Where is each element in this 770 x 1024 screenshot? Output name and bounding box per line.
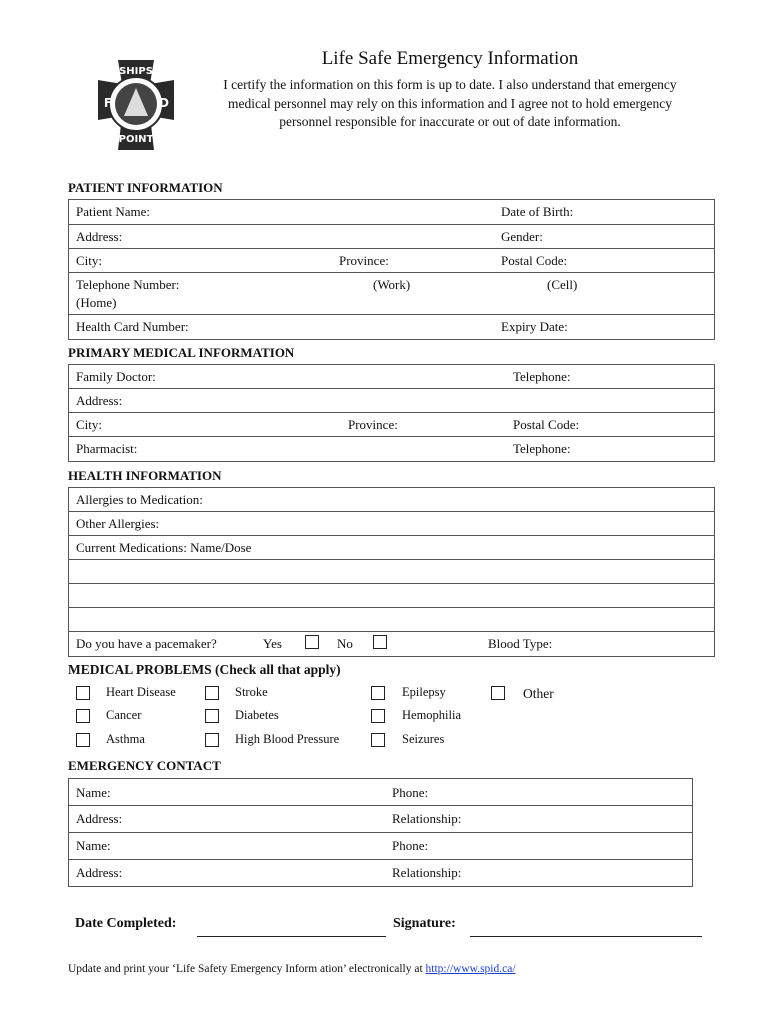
section-emergency-contact: EMERGENCY CONTACT (68, 758, 221, 773)
other-allergies-label: Other Allergies: (76, 516, 160, 531)
footer-text: Update and print your ‘Life Safety Emergency Inform ation’ electronically at (68, 963, 426, 975)
signature-label: Signature: (393, 916, 456, 931)
emergency-contact-table (68, 778, 693, 887)
health-row-current-meds[interactable] (69, 536, 714, 560)
contact1-name-label: Name: (76, 785, 111, 800)
label-epilepsy: Epilepsy (402, 685, 446, 699)
label-cancer: Cancer (106, 708, 142, 722)
medication-line[interactable] (69, 584, 714, 608)
checkbox-epilepsy[interactable] (371, 686, 385, 700)
footer-link[interactable]: http://www.spid.ca/ (425, 963, 516, 975)
work-label: (Work) (373, 277, 411, 292)
section-patient-information: PATIENT INFORMATION (68, 180, 223, 195)
label-seizures: Seizures (402, 732, 445, 746)
date-completed-line[interactable] (197, 936, 386, 937)
current-medications-label: Current Medications: Name/Dose (76, 540, 252, 555)
primary-medical-table (68, 364, 715, 462)
logo-text-point: POINT (118, 134, 154, 145)
contact2-name-label: Name: (76, 838, 111, 853)
pharmacist-label: Pharmacist: (76, 441, 138, 456)
patient-information-table (68, 199, 715, 340)
contact2-relationship-label: Relationship: (392, 865, 462, 880)
checkbox-seizures[interactable] (371, 733, 385, 747)
home-label: (Home) (76, 295, 117, 310)
contact2-phone-label: Phone: (392, 838, 429, 853)
expiry-date-label: Expiry Date: (501, 319, 568, 334)
label-heart-disease: Heart Disease (106, 685, 176, 699)
city-label: City: (76, 253, 103, 268)
medical-address-label: Address: (76, 393, 123, 408)
family-doctor-label: Family Doctor: (76, 369, 156, 384)
checkbox-hemophilia[interactable] (371, 709, 385, 723)
medication-line[interactable] (69, 560, 714, 584)
health-card-label: Health Card Number: (76, 319, 189, 334)
date-completed-label: Date Completed: (75, 916, 177, 931)
pacemaker-yes-label: Yes (263, 636, 282, 651)
dob-label: Date of Birth: (501, 204, 574, 219)
medical-province-label: Province: (348, 417, 398, 432)
section-health-information: HEALTH INFORMATION (68, 468, 222, 483)
health-row-pacemaker (69, 632, 714, 656)
checkbox-heart-disease[interactable] (76, 686, 90, 700)
address-label: Address: (76, 229, 123, 244)
contact1-address-label: Address: (76, 811, 123, 826)
emergency-row-name-2[interactable] (69, 833, 692, 860)
province-label: Province: (339, 253, 389, 268)
medical-row-pharmacist[interactable] (69, 437, 714, 461)
label-high-blood-pressure: High Blood Pressure (235, 732, 340, 746)
allergies-medication-label: Allergies to Medication: (76, 492, 203, 507)
patient-row-name[interactable] (69, 200, 714, 225)
contact1-relationship-label: Relationship: (392, 811, 462, 826)
ships-point-fd-logo (78, 54, 194, 160)
label-asthma: Asthma (106, 732, 145, 746)
patient-row-address[interactable] (69, 225, 714, 249)
medication-line[interactable] (69, 608, 714, 632)
contact1-phone-label: Phone: (392, 785, 429, 800)
patient-row-city[interactable] (69, 249, 714, 273)
pacemaker-no-label: No (337, 636, 353, 651)
medical-city-label: City: (76, 417, 103, 432)
medical-postal-label: Postal Code: (513, 417, 580, 432)
logo-text-f: F (103, 96, 113, 110)
emergency-row-address-2[interactable] (69, 860, 692, 886)
logo-text-d: D (159, 96, 169, 110)
patient-row-telephone[interactable] (69, 273, 714, 315)
checkbox-stroke[interactable] (205, 686, 219, 700)
emergency-row-name-1[interactable] (69, 779, 692, 806)
patient-row-health-card[interactable] (69, 315, 714, 339)
signature-line[interactable] (470, 936, 702, 937)
blood-type-label[interactable]: Blood Type: (488, 636, 553, 651)
cell-label: (Cell) (547, 277, 578, 292)
checkbox-other[interactable] (491, 686, 505, 700)
medical-row-address[interactable] (69, 389, 714, 413)
pacemaker-question: Do you have a pacemaker? (76, 636, 217, 651)
checkbox-asthma[interactable] (76, 733, 90, 747)
label-stroke: Stroke (235, 685, 268, 699)
pharmacist-telephone-label: Telephone: (513, 441, 571, 456)
section-medical-problems: MEDICAL PROBLEMS (Check all that apply) (68, 662, 341, 677)
health-information-table (68, 487, 715, 657)
medical-row-doctor[interactable] (69, 365, 714, 389)
patient-name-label: Patient Name: (76, 204, 151, 219)
label-hemophilia: Hemophilia (402, 708, 462, 722)
label-other: Other (523, 686, 554, 701)
section-primary-medical: PRIMARY MEDICAL INFORMATION (68, 345, 295, 360)
contact2-address-label: Address: (76, 865, 123, 880)
footer-note (68, 963, 516, 975)
emergency-row-address-1[interactable] (69, 806, 692, 833)
certification-text: I certify the information on this form is up to date. I also understand that emergency medical personnel may rely on this information and I agree not to hold emergency personnel responsible for inaccurate or out of date information. (223, 77, 677, 129)
label-diabetes: Diabetes (235, 708, 279, 722)
pacemaker-no-checkbox[interactable] (373, 635, 387, 649)
doctor-telephone-label: Telephone: (513, 369, 571, 384)
gender-label: Gender: (501, 229, 543, 244)
pacemaker-yes-checkbox[interactable] (305, 635, 319, 649)
health-row-other-allergies[interactable] (69, 512, 714, 536)
form-title: Life Safe Emergency Information (321, 48, 579, 69)
medical-row-city[interactable] (69, 413, 714, 437)
checkbox-diabetes[interactable] (205, 709, 219, 723)
health-row-allergies-med[interactable] (69, 488, 714, 512)
checkbox-cancer[interactable] (76, 709, 90, 723)
telephone-number-label: Telephone Number: (76, 277, 180, 292)
postal-code-label: Postal Code: (501, 253, 568, 268)
checkbox-high-blood-pressure[interactable] (205, 733, 219, 747)
logo-text-ships: SHIPS (119, 66, 153, 77)
